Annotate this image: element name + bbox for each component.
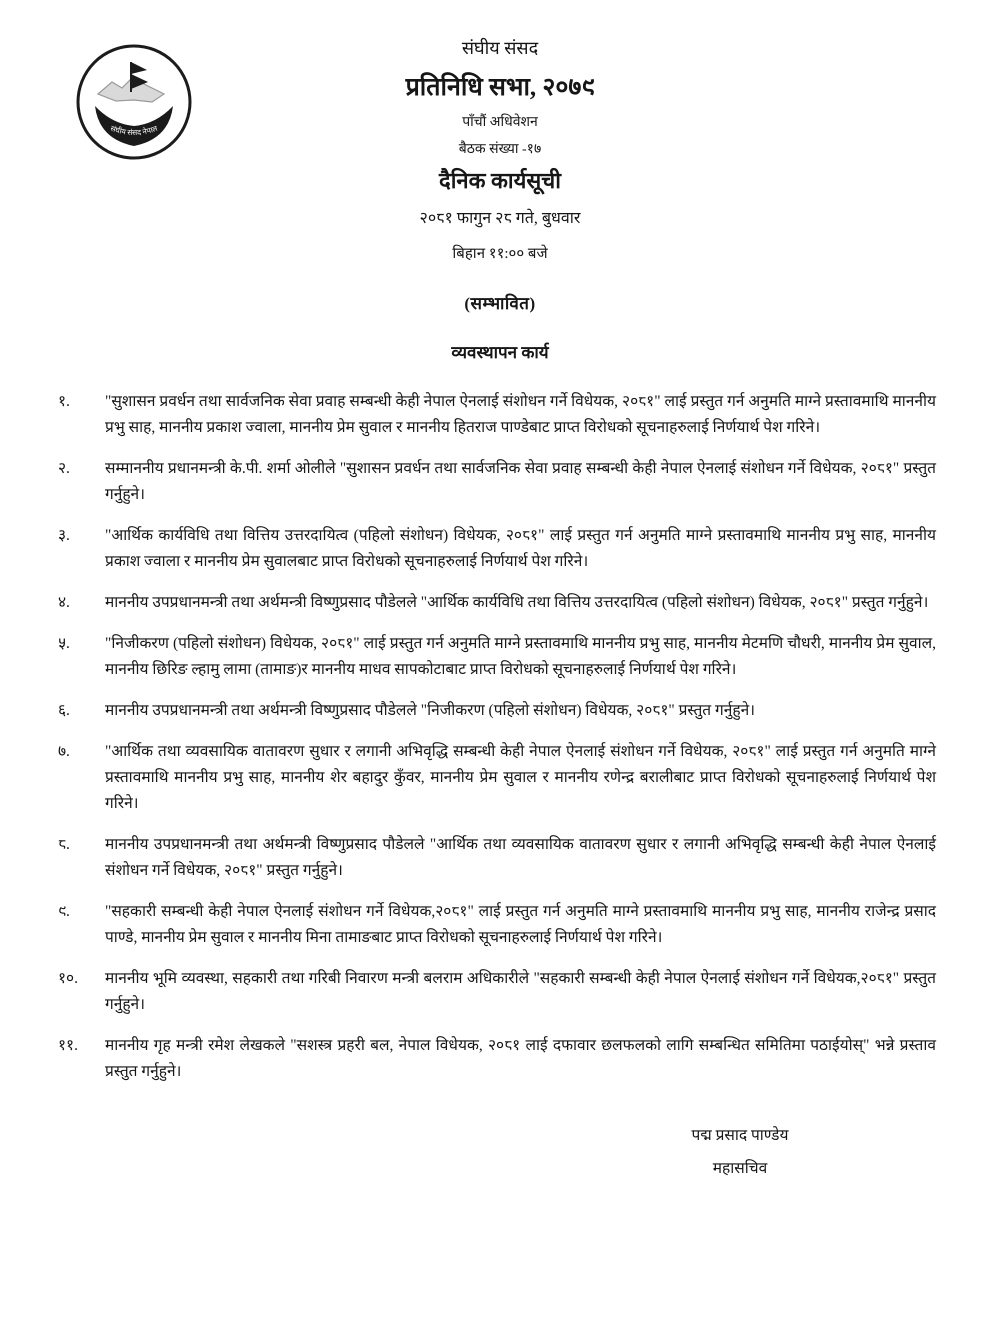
agenda-list [0,389,1000,1085]
emblem-banner-text: संघीय संसद नेपाल [109,123,159,138]
agenda-item [58,698,936,724]
agenda-item [58,1033,936,1085]
agenda-item-number: ७. [58,743,70,760]
agenda-item-text: "आर्थिक कार्यविधि तथा वित्तिय उत्तरदायित्व (पहिलो संशोधन) विधेयक, २०८१" लाई प्रस्तुत गर्न अनुमति माग्ने प्रस्तावमाथि माननीय प्रभु साह, माननीय प्रकाश ज्वाला र माननीय प्रेम सुवालबाट प्राप्त विरोधको सूचनाहरुलाई निर्णयार्थ पेश गरिने। [105,527,936,570]
agenda-item [58,966,936,1018]
agenda-item [58,456,936,508]
agenda-item-text: माननीय गृह मन्त्री रमेश लेखकले "सशस्त्र प्रहरी बल, नेपाल विधेयक, २०८१ लाई दफावार छलफलको लागि सम्बन्धित समितिमा पठाईयोस्" भन्ने प्रस्ताव प्रस्तुत गर्नुहुने। [105,1037,936,1080]
agenda-item [58,739,936,817]
agenda-item-number: ५. [58,635,70,652]
agenda-item-text: माननीय उपप्रधानमन्त्री तथा अर्थमन्त्री विष्णुप्रसाद पौडेलले "आर्थिक कार्यविधि तथा वित्तिय उत्तरदायित्व (पहिलो संशोधन) विधेयक, २०८१" प्रस्तुत गर्नुहुने। [105,594,929,611]
agenda-item-number: ६. [58,702,70,719]
agenda-item [58,832,936,884]
agenda-item-number: १. [58,393,70,410]
meeting-number: बैठक संख्या -१७ [458,142,542,157]
signature-block [630,1119,850,1185]
meeting-time: बिहान ११:०० बजे [452,246,548,262]
org-name: संघीय संसद [461,38,539,58]
agenda-item-text: "सुशासन प्रवर्धन तथा सार्वजनिक सेवा प्रवाह सम्बन्धी केही नेपाल ऐनलाई संशोधन गर्ने विधेयक, २०८१" लाई प्रस्तुत गर्न अनुमति माग्ने प्रस्तावमाथि माननीय प्रभु साह, माननीय प्रकाश ज्वाला, माननीय प्रेम सुवाल र माननीय हितराज पाण्डेबाट प्राप्त विरोधको सूचनाहरुलाई निर्णयार्थ पेश गरिने। [105,393,936,436]
parliament-emblem-graphic [74,42,194,162]
agenda-item-text: "निजीकरण (पहिलो संशोधन) विधेयक, २०८१" लाई प्रस्तुत गर्न अनुमति माग्ने प्रस्तावमाथि माननीय प्रभु साह, माननीय मेटमणि चौधरी, माननीय प्रेम सुवाल, माननीय छिरिङ ल्हामु लामा (तामाङ)र माननीय माधव सापकोटाबाट प्राप्त विरोधको सूचनाहरुलाई निर्णयार्थ पेश गरिने। [105,635,936,678]
agenda-item-number: ९. [58,903,70,920]
agenda-item-text: माननीय भूमि व्यवस्था, सहकारी तथा गरिबी निवारण मन्त्री बलराम अधिकारीले "सहकारी सम्बन्धी केही नेपाल ऐनलाई संशोधन गर्ने विधेयक,२०८१" प्रस्तुत गर्नुहुने। [105,970,936,1013]
agenda-item-number: १०. [58,970,78,987]
house-title: प्रतिनिधि सभा, २०७९ [405,74,595,101]
signatory-title: महासचिव [712,1160,768,1177]
tentative-label: (सम्भावित) [464,294,536,313]
agenda-item [58,389,936,441]
agenda-item [58,523,936,575]
signatory-name: पद्म प्रसाद पाण्डेय [691,1127,789,1144]
agenda-item-text: माननीय उपप्रधानमन्त्री तथा अर्थमन्त्री विष्णुप्रसाद पौडेलले "निजीकरण (पहिलो संशोधन) विधेयक, २०८१" प्रस्तुत गर्नुहुने। [105,702,756,719]
agenda-item [58,631,936,683]
agenda-item-text: माननीय उपप्रधानमन्त्री तथा अर्थमन्त्री विष्णुप्रसाद पौडेलले "आर्थिक तथा व्यवसायिक वातावरण सुधार र लगानी अभिवृद्धि सम्बन्धी केही नेपाल ऐनलाई संशोधन गर्ने विधेयक, २०८१" प्रस्तुत गर्नुहुने। [105,836,936,879]
agenda-item [58,899,936,951]
agenda-item [58,590,936,616]
agenda-item-number: ३. [58,527,70,544]
session-label: पाँचौं अधिवेशन [462,115,538,130]
section-title: व्यवस्थापन कार्य [451,343,549,362]
document-title: दैनिक कार्यसूची [439,168,561,193]
agenda-item-text: "आर्थिक तथा व्यवसायिक वातावरण सुधार र लगानी अभिवृद्धि सम्बन्धी केही नेपाल ऐनलाई संशोधन गर्ने विधेयक, २०८१" लाई प्रस्तुत गर्न अनुमति माग्ने प्रस्तावमाथि माननीय प्रभु साह, माननीय शेर बहादुर कुँवर, माननीय प्रेम सुवाल र माननीय रणेन्द्र बरालीबाट प्राप्त विरोधको सूचनाहरुलाई निर्णयार्थ पेश गरिने। [105,743,936,812]
meeting-date: २०८१ फागुन २८ गते, बुधवार [419,210,581,227]
parliament-emblem [74,42,194,162]
agenda-item-text: "सहकारी सम्बन्धी केही नेपाल ऐनलाई संशोधन गर्ने विधेयक,२०८१" लाई प्रस्तुत गर्न अनुमति माग्ने प्रस्तावमाथि माननीय प्रभु साह, माननीय राजेन्द्र प्रसाद पाण्डे, माननीय प्रेम सुवाल र माननीय मिना तामाङबाट प्राप्त विरोधको सूचनाहरुलाई निर्णयार्थ पेश गरिने। [105,903,936,946]
agenda-item-number: ११. [58,1037,78,1054]
agenda-item-text: सम्माननीय प्रधानमन्त्री के.पी. शर्मा ओलीले "सुशासन प्रवर्धन तथा सार्वजनिक सेवा प्रवाह सम्बन्धी केही नेपाल ऐनलाई संशोधन गर्ने विधेयक, २०८१" प्रस्तुत गर्नुहुने। [105,460,936,503]
agenda-item-number: ४. [58,594,70,611]
agenda-item-number: २. [58,460,70,477]
agenda-item-number: ८. [58,836,70,853]
